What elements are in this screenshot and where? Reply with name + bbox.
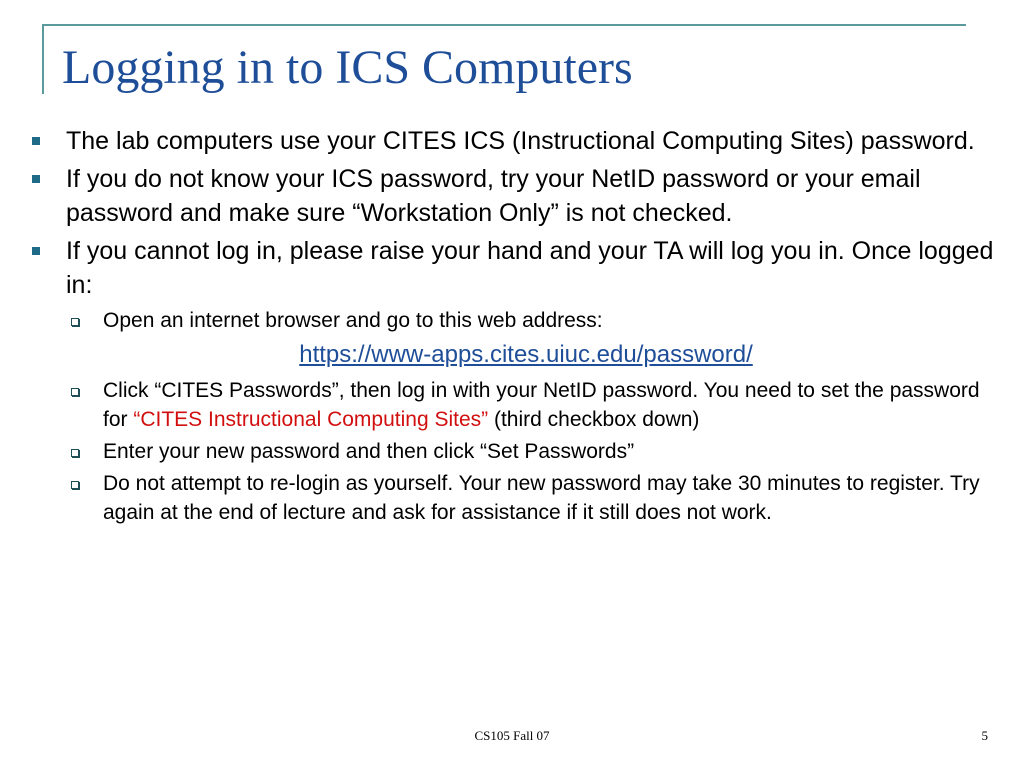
filled-square-bullet-icon bbox=[32, 247, 40, 255]
hollow-square-bullet-icon bbox=[71, 318, 79, 326]
subbullet-item bbox=[30, 376, 994, 434]
hollow-square-bullet-icon bbox=[71, 481, 79, 489]
bullet-item bbox=[30, 162, 994, 230]
highlighted-site-name: “CITES Instructional Computing Sites” bbox=[133, 408, 489, 431]
password-url-link[interactable]: https://www-apps.cites.uiuc.edu/password/ bbox=[299, 341, 753, 368]
slide-body bbox=[30, 124, 994, 530]
footer-course: CS105 Fall 07 bbox=[474, 728, 550, 743]
bullet-item bbox=[30, 124, 994, 158]
hollow-square-bullet-icon bbox=[71, 388, 79, 396]
bullet-text: If you do not know your ICS password, try your NetID password or your email password and make sure “Workstation Only” is not checked. bbox=[66, 165, 921, 227]
title-rule-vertical bbox=[42, 24, 44, 94]
filled-square-bullet-icon bbox=[32, 137, 40, 145]
bullet-item bbox=[30, 234, 994, 302]
subbullet-text: Do not attempt to re-login as yourself. Your new password may take 30 minutes to register. Try again at the end of lecture and ask for assistance if it still does not work. bbox=[103, 472, 980, 524]
subbullet-item bbox=[30, 469, 994, 527]
title-rule-horizontal bbox=[42, 24, 966, 26]
footer-page-number: 5 bbox=[981, 728, 988, 743]
subbullet-item bbox=[30, 306, 994, 335]
slide-title: Logging in to ICS Computers bbox=[62, 41, 633, 94]
subbullet-item bbox=[30, 437, 994, 466]
subbullet-text: Open an internet browser and go to this web address: bbox=[103, 309, 603, 332]
url-line bbox=[58, 338, 994, 372]
filled-square-bullet-icon bbox=[32, 175, 40, 183]
bullet-text: The lab computers use your CITES ICS (Instructional Computing Sites) password. bbox=[66, 127, 975, 155]
subbullet-text-end: (third checkbox down) bbox=[488, 408, 700, 431]
bullet-text: If you cannot log in, please raise your hand and your TA will log you in. Once logged in: bbox=[66, 237, 994, 299]
hollow-square-bullet-icon bbox=[71, 449, 79, 457]
subbullet-text-start: Click “CITES Passwords”, then log in with your NetID password. You need to set the password for bbox=[103, 379, 980, 431]
subbullet-text: Enter your new password and then click “Set Passwords” bbox=[103, 440, 635, 463]
